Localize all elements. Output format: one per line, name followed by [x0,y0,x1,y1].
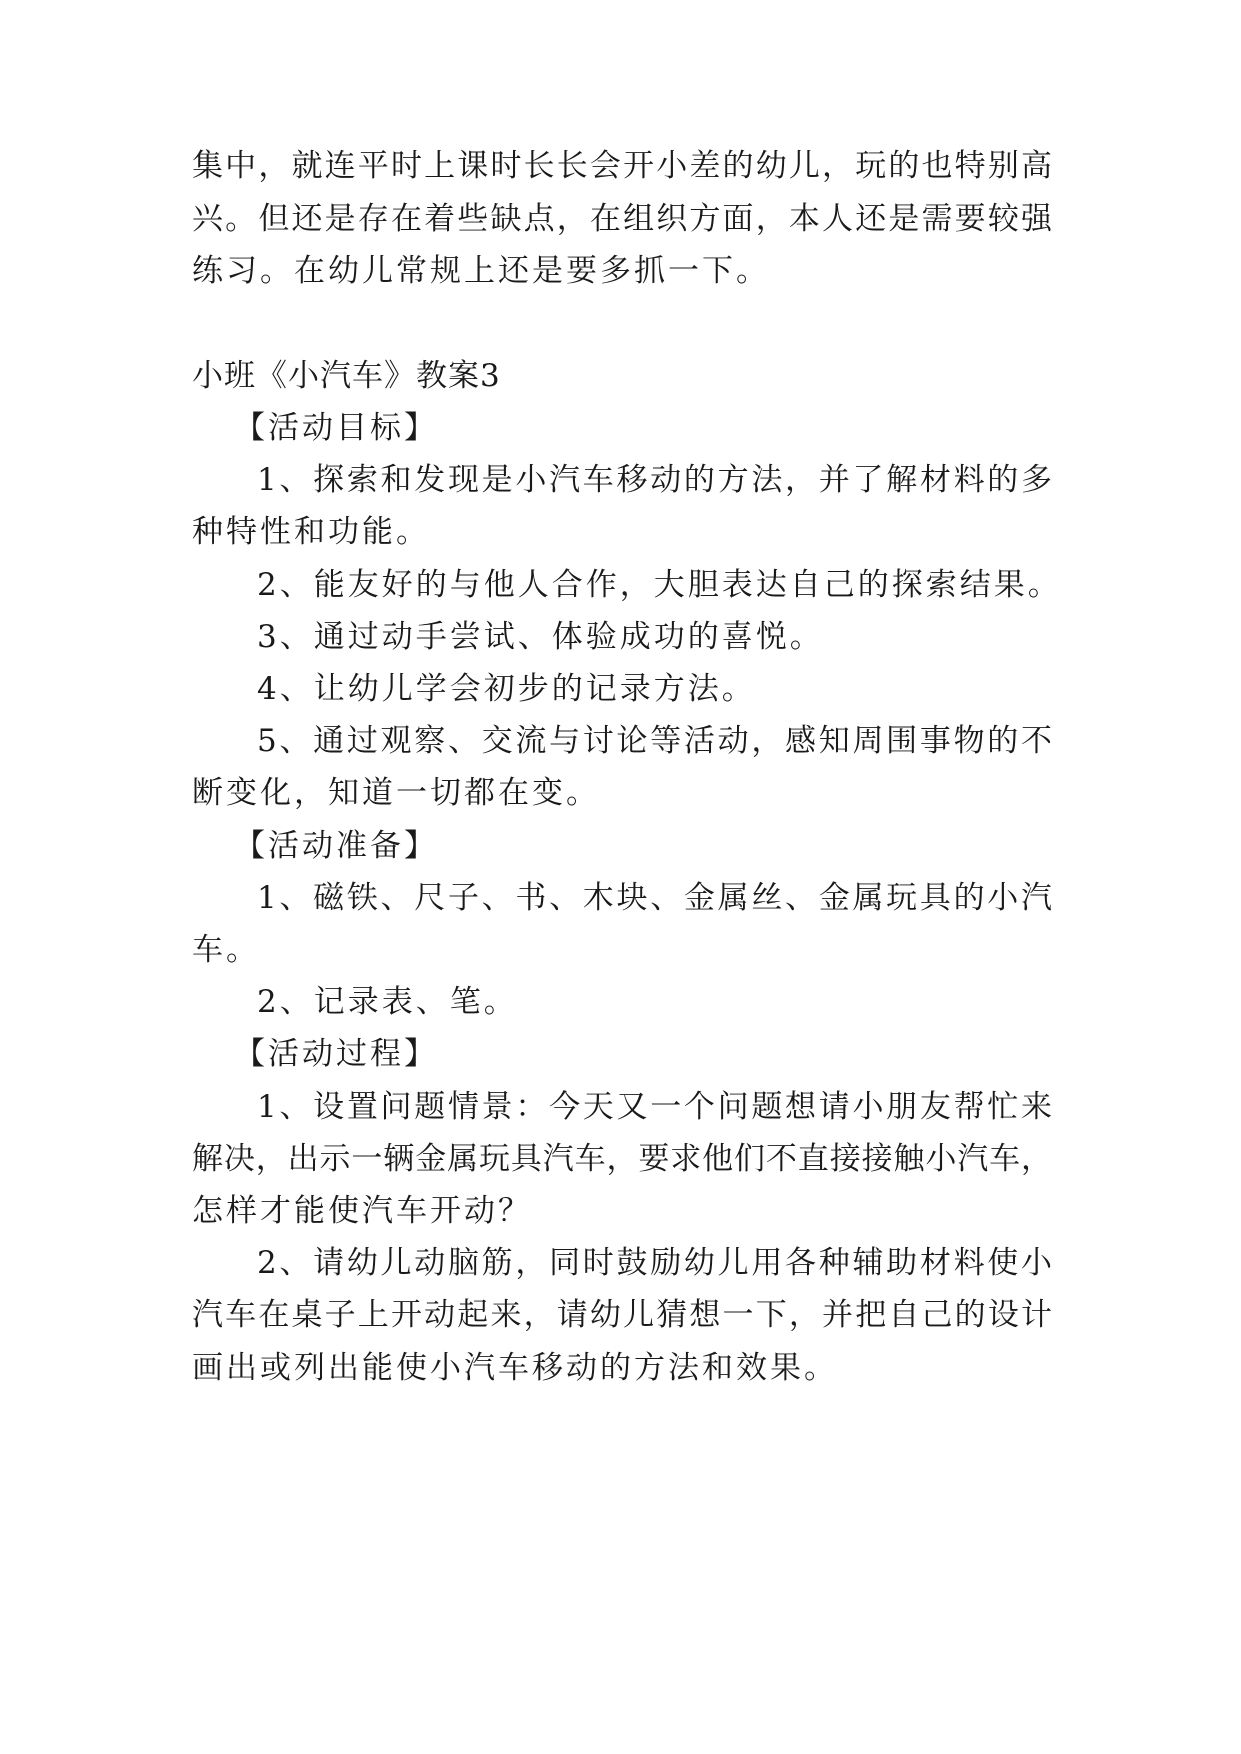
list-item-continuation: 怎样才能使汽车开动？ [192,1193,532,1229]
section-heading-process: 【活动过程】 [234,1036,438,1072]
list-item-continuation: 断变化，知道一切都在变。 [192,775,600,811]
section-heading-goals: 【活动目标】 [234,410,438,446]
list-item: 1、探索和发现是小汽车移动的方法，并了解材料的多 [257,462,1052,498]
lesson-title: 小班《小汽车》教案3 [192,358,501,394]
list-item-continuation: 车。 [192,932,260,968]
list-item-continuation: 画出或列出能使小汽车移动的方法和效果。 [192,1350,838,1386]
paragraph-line: 练习。在幼儿常规上还是要多抓一下。 [192,253,770,289]
list-item: 4、让幼儿学会初步的记录方法。 [257,671,756,707]
list-item-continuation: 汽车在桌子上开动起来，请幼儿猜想一下，并把自己的设计 [192,1297,1052,1333]
list-item-continuation: 种特性和功能。 [192,514,430,550]
list-item: 1、设置问题情景：今天又一个问题想请小朋友帮忙来 [257,1089,1052,1125]
list-item: 1、磁铁、尺子、书、木块、金属丝、金属玩具的小汽 [257,880,1052,916]
list-item: 2、请幼儿动脑筋，同时鼓励幼儿用各种辅助材料使小 [257,1245,1052,1281]
list-item: 5、通过观察、交流与讨论等活动，感知周围事物的不 [257,723,1052,759]
list-item: 2、记录表、笔。 [257,984,518,1020]
list-item: 3、通过动手尝试、体验成功的喜悦。 [257,619,824,655]
section-heading-preparation: 【活动准备】 [234,828,438,864]
list-item: 2、能友好的与他人合作，大胆表达自己的探索结果。 [257,567,1062,603]
list-item-continuation: 解决，出示一辆金属玩具汽车，要求他们不直接接触小汽车， [192,1141,1052,1177]
paragraph-line: 集中，就连平时上课时长长会开小差的幼儿，玩的也特别高 [192,148,1052,184]
paragraph-line: 兴。但还是存在着些缺点，在组织方面，本人还是需要较强 [192,201,1052,237]
